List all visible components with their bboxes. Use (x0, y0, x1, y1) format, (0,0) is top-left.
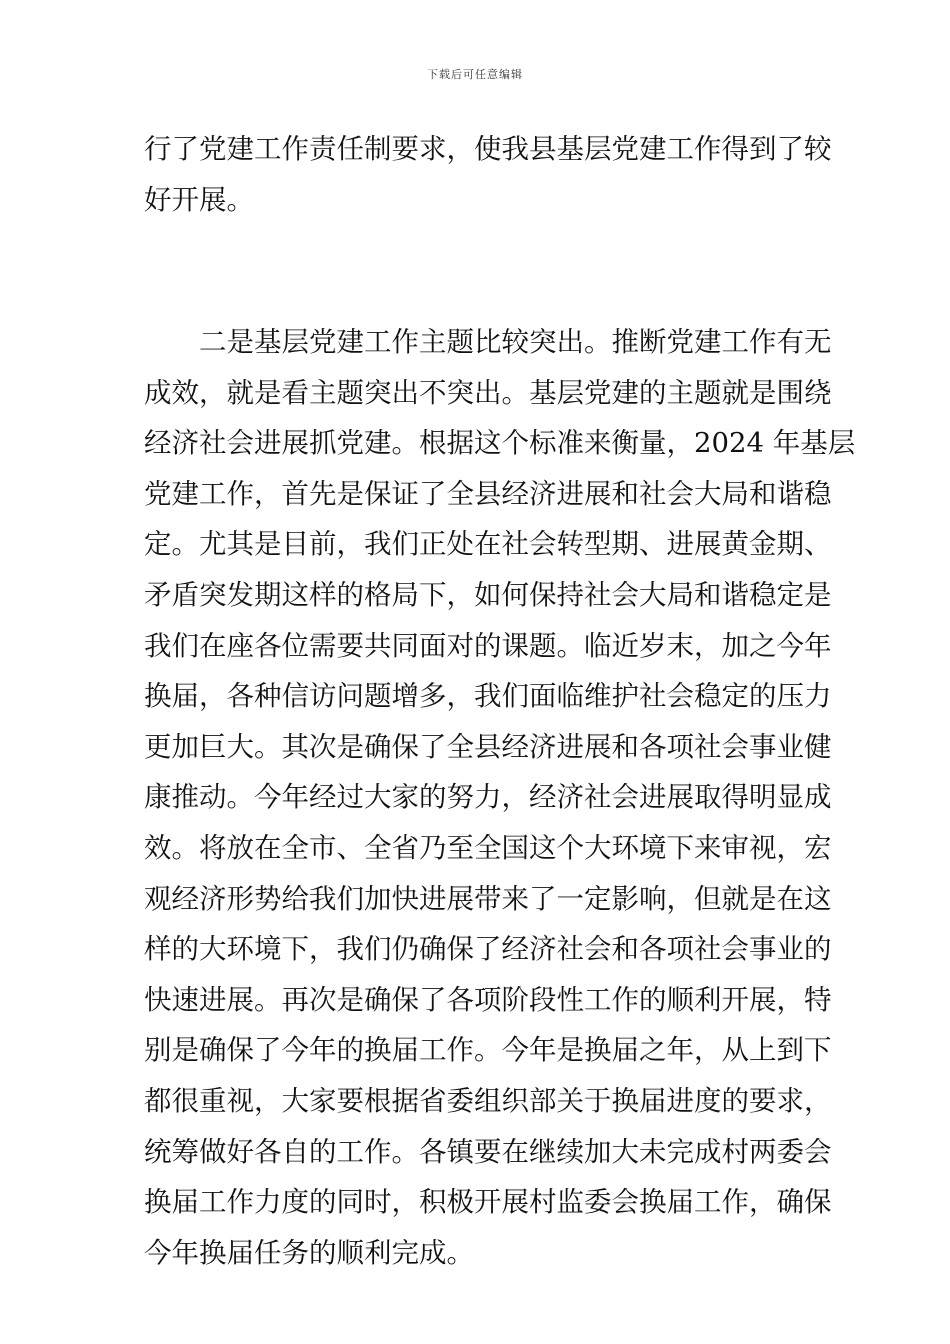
paragraph-line: 今年换届任务的顺利完成。 (144, 1236, 474, 1269)
paragraph-line: 行了党建工作责任制要求，使我县基层党建工作得到了较 (144, 133, 832, 165)
page-header-note: 下载后可任意编辑 (427, 68, 523, 81)
paragraph-line: 效。将放在全市、全省乃至全国这个大环境下来审视，宏 (144, 831, 832, 864)
paragraph-line: 换届工作力度的同时，积极开展村监委会换届工作，确保 (144, 1186, 832, 1219)
paragraph-line: 定。尤其是目前，我们正处在社会转型期、进展黄金期、 (144, 528, 832, 561)
paragraph-line: 别是确保了今年的换届工作。今年是换届之年，从上到下 (144, 1034, 832, 1067)
paragraph-line: 矛盾突发期这样的格局下，如何保持社会大局和谐稳定是 (144, 578, 832, 611)
paragraph-line: 康推动。今年经过大家的努力，经济社会进展取得明显成 (144, 781, 832, 814)
paragraph-2 (144, 317, 856, 1278)
paragraph-line: 换届，各种信访问题增多，我们面临维护社会稳定的压力 (144, 680, 832, 713)
paragraph-line: 快速进展。再次是确保了各项阶段性工作的顺利开展，特 (144, 983, 832, 1016)
paragraph-line: 好开展。 (144, 183, 254, 216)
paragraph-line: 经济社会进展抓党建。根据这个标准来衡量，2024 年基层 (144, 427, 856, 460)
paragraph-line: 都很重视，大家要根据省委组织部关于换届进度的要求， (144, 1084, 832, 1117)
paragraph-line: 样的大环境下，我们仍确保了经济社会和各项社会事业的 (144, 933, 832, 966)
paragraph-line: 统筹做好各自的工作。各镇要在继续加大未完成村两委会 (144, 1135, 832, 1168)
paragraph-line: 党建工作，首先是保证了全县经济进展和社会大局和谐稳 (144, 477, 832, 510)
paragraph-line: 我们在座各位需要共同面对的课题。临近岁末，加之今年 (144, 629, 832, 662)
paragraph-line: 成效，就是看主题突出不突出。基层党建的主题就是围绕 (144, 376, 832, 409)
paragraph-line: 更加巨大。其次是确保了全县经济进展和各项社会事业健 (144, 730, 832, 763)
paragraph-line: 观经济形势给我们加快进展带来了一定影响，但就是在这 (144, 882, 832, 915)
paragraph-1 (144, 124, 832, 225)
paragraph-line: 二是基层党建工作主题比较突出。推断党建工作有无 (199, 326, 832, 358)
